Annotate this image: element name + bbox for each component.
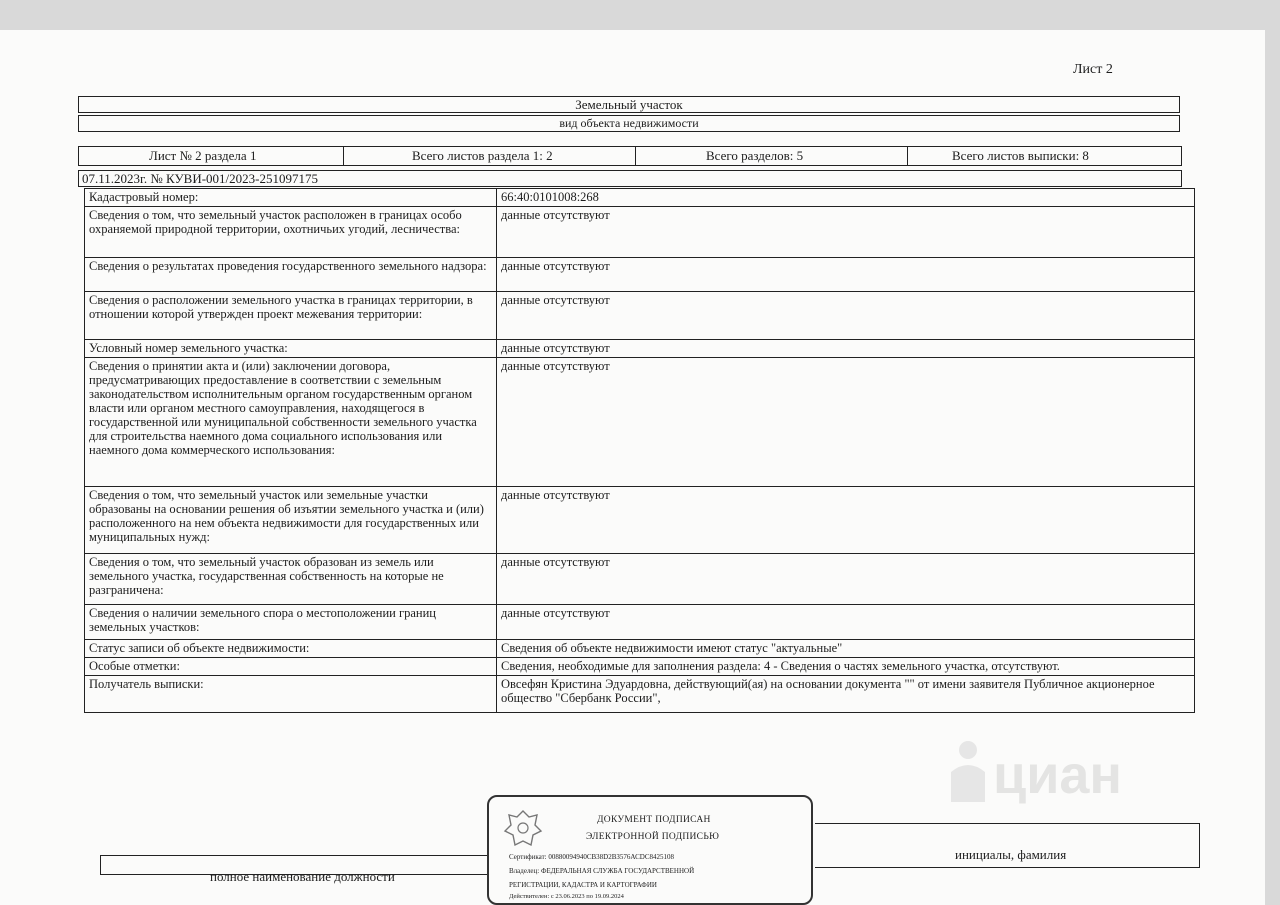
sheet-of-section: Лист № 2 раздела 1 — [79, 147, 344, 165]
table-row — [85, 640, 1195, 658]
person-icon — [945, 738, 991, 804]
initials-caption: инициалы, фамилия — [955, 847, 1067, 862]
stamp-owner: Владелец: ФЕДЕРАЛЬНАЯ СЛУЖБА ГОСУДАРСТВЕННОЙ — [509, 867, 695, 875]
table-row — [85, 258, 1195, 292]
row-value: Сведения, необходимые для заполнения раздела: 4 - Сведения о частях земельного участка, отсутствуют. — [497, 658, 1195, 675]
table-row — [85, 358, 1195, 487]
sheet-number: Лист 2 — [1073, 62, 1113, 77]
row-label: Сведения о том, что земельный участок расположен в границах особо охраняемой природной территории, охотничьих угодий, лесничества: — [85, 207, 497, 257]
row-value: данные отсутствуют — [497, 605, 1195, 639]
position-caption: полное наименование должности — [210, 869, 395, 884]
row-value: данные отсутствуют — [497, 554, 1195, 604]
row-value: данные отсутствуют — [497, 258, 1195, 291]
total-sheets-section: Всего листов раздела 1: 2 — [344, 147, 636, 165]
table-row — [85, 189, 1195, 207]
row-label: Особые отметки: — [85, 658, 497, 675]
table-row — [85, 487, 1195, 554]
row-value: данные отсутствуют — [497, 292, 1195, 339]
row-label: Условный номер земельного участка: — [85, 340, 497, 357]
object-type: Земельный участок — [78, 96, 1180, 113]
coat-of-arms-icon — [503, 807, 543, 849]
total-sections: Всего разделов: 5 — [636, 147, 908, 165]
row-label: Статус записи об объекте недвижимости: — [85, 640, 497, 657]
sheet-meta-row — [78, 146, 1182, 166]
extract-number: 07.11.2023г. № КУВИ-001/2023-251097175 — [78, 170, 1182, 187]
row-value: данные отсутствуют — [497, 207, 1195, 257]
table-row — [85, 292, 1195, 340]
row-label: Сведения о том, что земельный участок образован из земель или земельного участка, государственная собственность на которые не разграничена: — [85, 554, 497, 604]
row-value: данные отсутствуют — [497, 340, 1195, 357]
table-row — [85, 340, 1195, 358]
row-label: Сведения о наличии земельного спора о местоположении границ земельных участков: — [85, 605, 497, 639]
table-row — [85, 207, 1195, 258]
stamp-line-1: ДОКУМЕНТ ПОДПИСАН — [597, 815, 711, 825]
table-row — [85, 676, 1195, 713]
row-label: Сведения о результатах проведения государственного земельного надзора: — [85, 258, 497, 291]
row-value: данные отсутствуют — [497, 487, 1195, 553]
table-row — [85, 554, 1195, 605]
row-label: Сведения о том, что земельный участок или земельные участки образованы на основании решения об изъятии земельного участка и (или) расположенного на нем объекта недвижимости для государственных или муниципальных нужд: — [85, 487, 497, 553]
row-label: Получатель выписки: — [85, 676, 497, 712]
row-label: Сведения о расположении земельного участка в границах территории, в отношении которой утвержден проект межевания территории: — [85, 292, 497, 339]
row-value: Сведения об объекте недвижимости имеют статус "актуальные" — [497, 640, 1195, 657]
row-label: Кадастровый номер: — [85, 189, 497, 206]
e-signature-stamp — [487, 795, 813, 905]
land-plot-table — [84, 188, 1195, 713]
total-sheets-extract: Всего листов выписки: 8 — [952, 148, 1089, 163]
row-value: 66:40:0101008:268 — [497, 189, 1195, 206]
stamp-owner-2: РЕГИСТРАЦИИ, КАДАСТРА И КАРТОГРАФИИ — [509, 881, 657, 889]
stamp-valid: Действителен: с 23.06.2023 по 19.09.2024 — [509, 893, 624, 900]
watermark-text: циан — [993, 745, 1123, 805]
stamp-certificate: Сертификат: 00880094940СВ38D2ВЗ576АСDС8425108 — [509, 853, 674, 861]
row-value: данные отсутствуют — [497, 358, 1195, 486]
row-label: Сведения о принятии акта и (или) заключении договора, предусматривающих предоставление в соответствии с земельным законодательством исполнительным органом государственным органом власти или органом местного самоуправления, находящегося в государственной или муниципальной собственности земельного участка для строительства наемного дома социального использования или наемного дома коммерческого использования: — [85, 358, 497, 486]
stamp-line-2: ЭЛЕКТРОННОЙ ПОДПИСЬЮ — [586, 832, 720, 842]
row-value: Овсефян Кристина Эдуардовна, действующий(ая) на основании документа "" от имени заявителя Публичное акционерное общество "Сбербанк России", — [497, 676, 1195, 712]
table-row — [85, 658, 1195, 676]
table-row — [85, 605, 1195, 640]
cian-watermark — [945, 738, 1155, 808]
object-type-caption: вид объекта недвижимости — [78, 115, 1180, 132]
